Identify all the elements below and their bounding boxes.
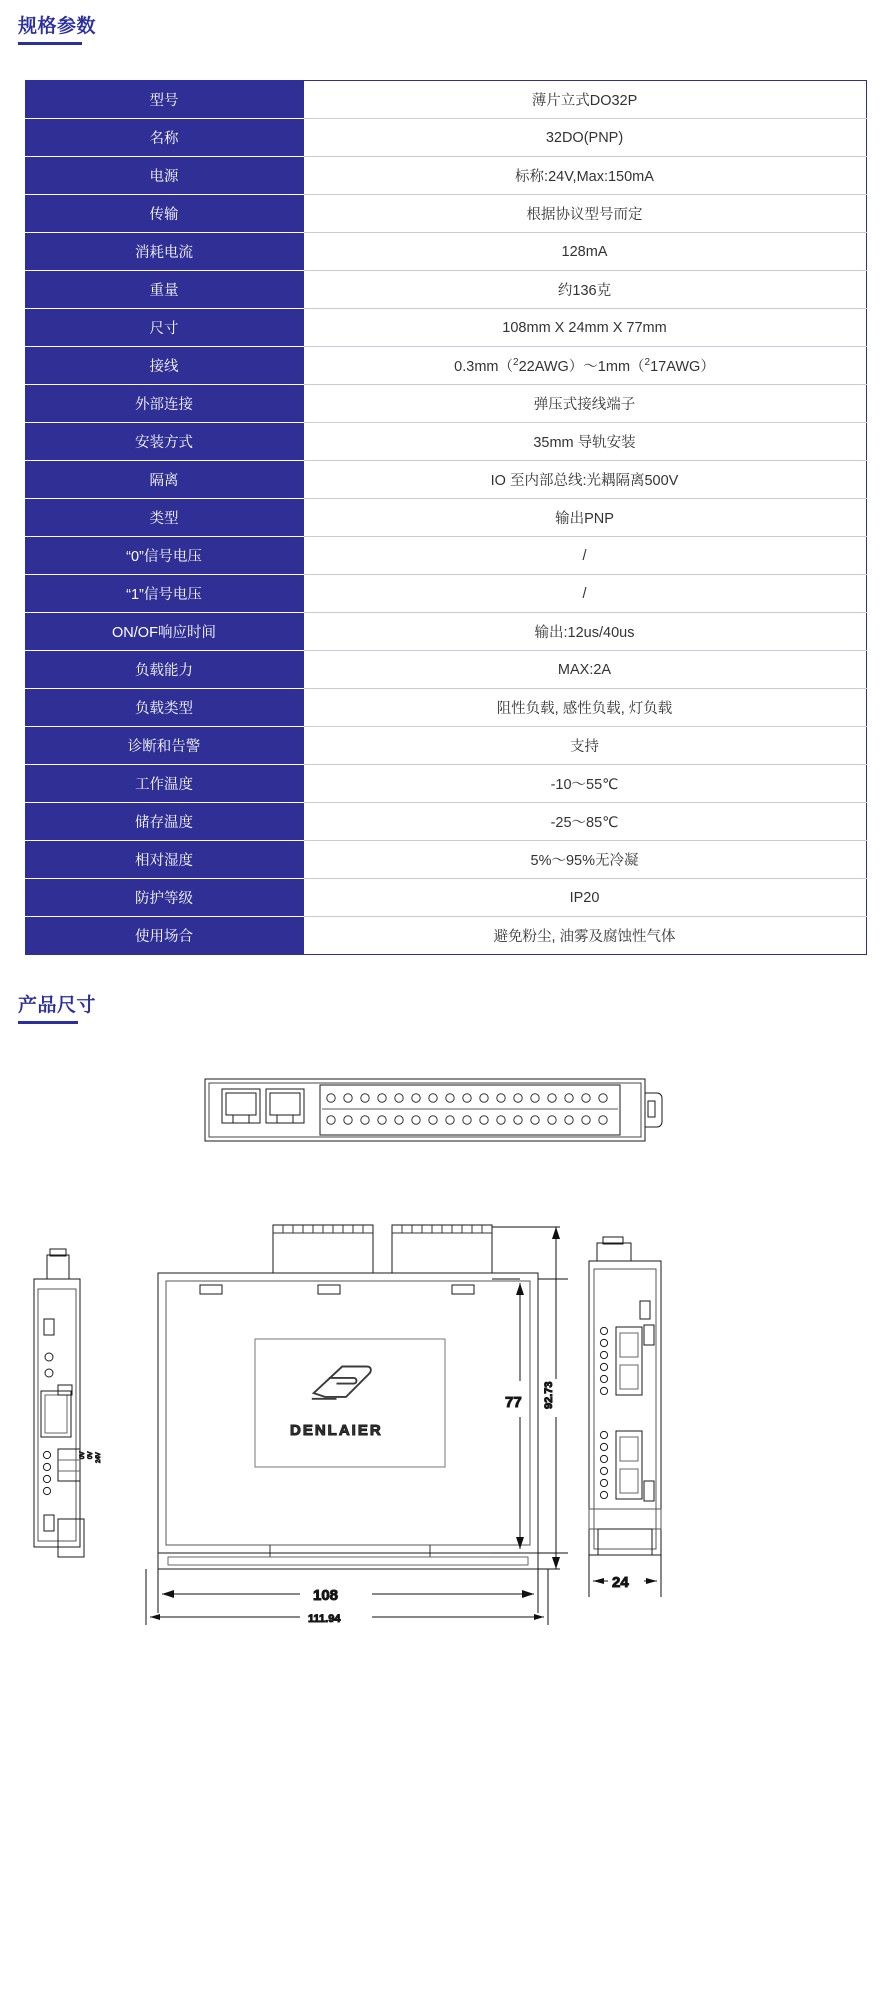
wire-min-awg: 22AWG — [518, 359, 569, 375]
table-row — [25, 271, 866, 309]
spec-title: 规格参数 — [18, 16, 97, 37]
spec-key: 传输 — [25, 195, 303, 233]
spec-key: 相对湿度 — [25, 841, 303, 879]
spec-value: 阻性负载, 感性负载, 灯负载 — [303, 689, 866, 727]
table-row — [25, 347, 866, 385]
spec-value: 薄片立式DO32P — [303, 81, 866, 119]
spec-value: 32DO(PNP) — [303, 119, 866, 157]
spec-key: 名称 — [25, 119, 303, 157]
spec-table — [25, 80, 867, 955]
spec-value: 128mA — [303, 233, 866, 271]
table-row — [25, 803, 866, 841]
spec-key: 负载类型 — [25, 689, 303, 727]
spec-key: 电源 — [25, 157, 303, 195]
right-side-view — [589, 1237, 661, 1555]
left-side-terminal-labels — [80, 1452, 102, 1463]
wire-paren-close2: ） — [700, 359, 715, 375]
table-row — [25, 537, 866, 575]
spec-key: 尺寸 — [25, 309, 303, 347]
spec-key: 诊断和告警 — [25, 727, 303, 765]
top-view-drawing — [205, 1079, 662, 1141]
dimension-section-header — [0, 993, 891, 1049]
spec-value: 35mm 导轨安装 — [303, 423, 866, 461]
table-row — [25, 575, 866, 613]
spec-value: 输出PNP — [303, 499, 866, 537]
spec-section-header — [0, 14, 891, 70]
table-row — [25, 385, 866, 423]
table-row — [25, 119, 866, 157]
terminal-label-0v-b: 0V — [88, 1451, 94, 1459]
table-row — [25, 841, 866, 879]
table-row — [25, 309, 866, 347]
section-heading-dimension — [18, 993, 96, 1019]
wire-max-awg: 17AWG — [650, 359, 701, 375]
spec-key: 安装方式 — [25, 423, 303, 461]
spec-value: -10～55℃ — [303, 765, 866, 803]
spec-value: 根据协议型号而定 — [303, 195, 866, 233]
dim-width-108: 108 — [313, 1587, 339, 1604]
table-row — [25, 917, 866, 955]
spec-value: IP20 — [303, 879, 866, 917]
spec-value: 5%～95%无冷凝 — [303, 841, 866, 879]
dimension-svg — [0, 1057, 891, 1637]
terminal-label-24v: 24V — [96, 1452, 102, 1463]
dim-width-111: 111.94 — [308, 1613, 341, 1625]
table-row — [25, 157, 866, 195]
dim-depth-24: 24 — [612, 1574, 629, 1591]
spec-value-wire — [303, 347, 866, 385]
spec-value: 支持 — [303, 727, 866, 765]
table-row — [25, 233, 866, 271]
table-row — [25, 689, 866, 727]
spec-value: / — [303, 575, 866, 613]
terminal-label-0v-a: 0V — [80, 1451, 86, 1459]
dimension-width — [146, 1569, 548, 1625]
table-row — [25, 613, 866, 651]
spec-key: 外部连接 — [25, 385, 303, 423]
spec-key: 接线 — [25, 347, 303, 385]
spec-title-underline — [18, 42, 82, 45]
dim-height-77: 77 — [505, 1394, 522, 1411]
wire-paren-open2: （ — [630, 359, 645, 375]
spec-key: “0”信号电压 — [25, 537, 303, 575]
spec-key: 负载能力 — [25, 651, 303, 689]
spec-key: 工作温度 — [25, 765, 303, 803]
table-row — [25, 879, 866, 917]
spec-key: 消耗电流 — [25, 233, 303, 271]
spec-value: MAX:2A — [303, 651, 866, 689]
table-row — [25, 727, 866, 765]
wire-mid: ～1mm — [583, 359, 631, 375]
spec-key: 型号 — [25, 81, 303, 119]
dimension-title-underline — [18, 1021, 78, 1024]
spec-key: 重量 — [25, 271, 303, 309]
dimension-drawings — [0, 1057, 891, 1637]
table-row — [25, 81, 866, 119]
spec-value: 输出:12us/40us — [303, 613, 866, 651]
brand-name: DENLAIER — [290, 1422, 383, 1439]
spec-value: / — [303, 537, 866, 575]
spec-value: 108mm X 24mm X 77mm — [303, 309, 866, 347]
spec-key: ON/OF响应时间 — [25, 613, 303, 651]
wire-paren-close: ） — [568, 359, 584, 375]
wire-paren-open: （ — [498, 359, 513, 375]
spec-value: 约136克 — [303, 271, 866, 309]
brand-logo-icon — [312, 1367, 371, 1399]
spec-table-body — [25, 81, 866, 955]
spec-key: “1”信号电压 — [25, 575, 303, 613]
wire-max-sup: 2 — [644, 357, 651, 369]
wire-min: 0.3mm — [454, 359, 499, 375]
spec-value: 标称:24V,Max:150mA — [303, 157, 866, 195]
spec-key: 防护等级 — [25, 879, 303, 917]
table-row — [25, 461, 866, 499]
wire-min-sup: 2 — [513, 357, 519, 369]
table-row — [25, 195, 866, 233]
spec-value: -25～85℃ — [303, 803, 866, 841]
spec-value: 弹压式接线端子 — [303, 385, 866, 423]
dim-height-92: 92.73 — [543, 1381, 555, 1409]
section-heading-spec — [18, 14, 96, 40]
front-view — [158, 1225, 538, 1569]
table-row — [25, 651, 866, 689]
spec-value: 避免粉尘, 油雾及腐蚀性气体 — [303, 917, 866, 955]
spec-key: 储存温度 — [25, 803, 303, 841]
spec-key: 隔离 — [25, 461, 303, 499]
spec-key: 使用场合 — [25, 917, 303, 955]
dimension-title: 产品尺寸 — [18, 995, 97, 1016]
spec-value: IO 至内部总线:光耦隔离500V — [303, 461, 866, 499]
left-side-view — [34, 1249, 84, 1557]
spec-key: 类型 — [25, 499, 303, 537]
table-row — [25, 499, 866, 537]
table-row — [25, 423, 866, 461]
table-row — [25, 765, 866, 803]
